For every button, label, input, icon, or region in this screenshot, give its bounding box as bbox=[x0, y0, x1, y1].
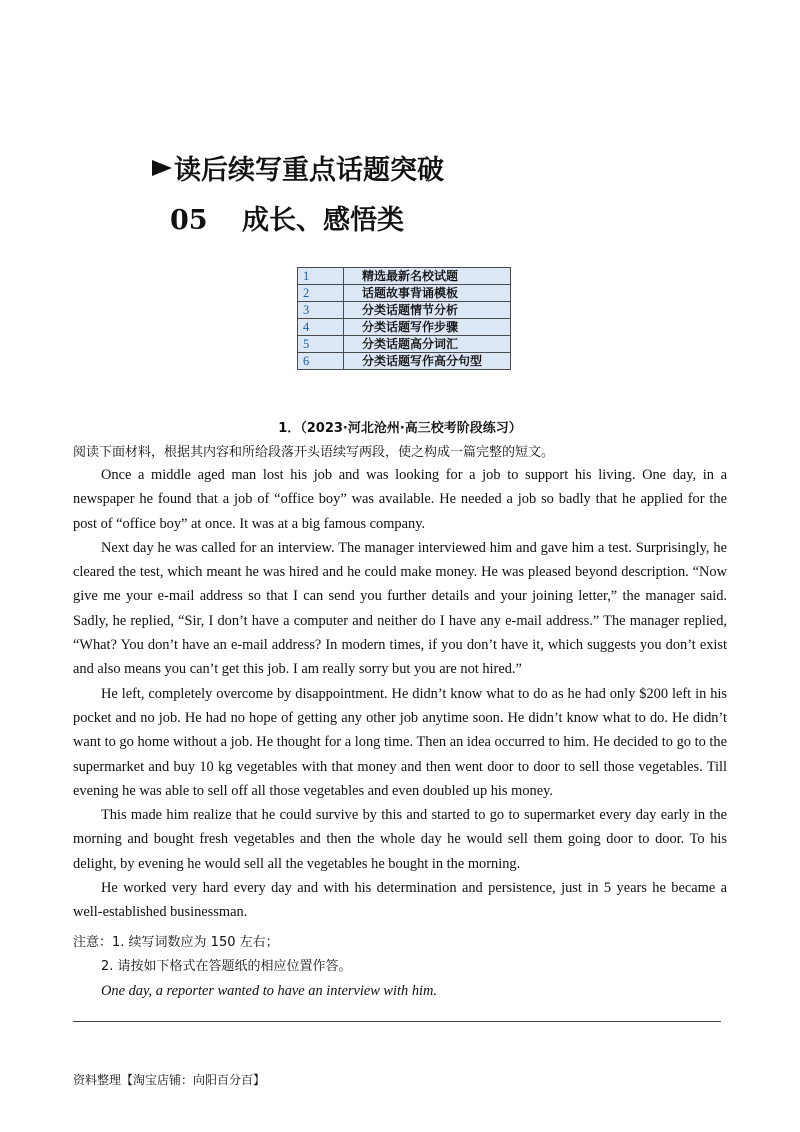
note-item-1: 1. 续写词数应为 150 左右； bbox=[112, 935, 279, 950]
main-heading-text: 读后续写重点话题突破 bbox=[174, 155, 444, 186]
sub-heading bbox=[170, 198, 404, 237]
contents-row bbox=[298, 319, 511, 336]
contents-number: 2 bbox=[298, 285, 344, 302]
contents-row bbox=[298, 302, 511, 319]
story-paragraph: Once a middle aged man lost his job and was looking for a job to support his living. One day, in a newspaper he found that a job of “office boy” was available. He needed a job so badly that he applied for the post of “office boy” at once. It was at a big famous company. bbox=[73, 467, 727, 532]
story-paragraph: Next day he was called for an interview. The manager interviewed him and gave him a test. Surprisingly, he cleared the test, which meant he was hired and he could make money. He was pleased beyond description. “Now give me your e-mail address so that I can send you further details and your joining letter,” the manager said. Sadly, he replied, “Sir, I don’t have a computer and neither do I have any e-mail address.” The manager replied, “What? You don’t have an e-mail address? In modern times, if you don’t have it, which suggests you don’t exist and also means you can’t get this job. I am really sorry but you are not hired.” bbox=[73, 539, 727, 678]
story-paragraph: He worked very hard every day and with his determination and persistence, just in 5 years he became a well-established businessman. bbox=[73, 880, 727, 921]
story-paragraph: He left, completely overcome by disappointment. He didn’t know what to do as he had only $200 left in his pocket and no job. He had no hope of getting any other job anytime soon. He didn’t know what to do. He didn’t want to go home without a job. He thought for a long time. Then an idea occurred to him. He decided to go to the supermarket and buy 10 kg vegetables with that money and then went door to door to sell those vegetables. Till evening he was able to sell off all those vegetables and even doubled up his money. bbox=[73, 685, 727, 799]
question-title: 1．（2023·河北沧州·高三校考阶段练习） bbox=[278, 421, 522, 436]
contents-title: 分类话题高分词汇 bbox=[344, 336, 511, 353]
answer-line bbox=[73, 1021, 721, 1022]
notes-label: 注意： bbox=[73, 935, 113, 950]
contents-row bbox=[298, 336, 511, 353]
topic-number: 05 bbox=[170, 205, 208, 236]
contents-title: 分类话题写作高分句型 bbox=[344, 353, 511, 370]
note-line-1 bbox=[73, 931, 437, 955]
contents-title: 精选最新名校试题 bbox=[344, 268, 511, 285]
story-text bbox=[73, 463, 727, 925]
notes-block bbox=[73, 931, 437, 1003]
contents-title: 分类话题写作步骤 bbox=[344, 319, 511, 336]
contents-number: 4 bbox=[298, 319, 344, 336]
question-instruction: 阅读下面材料，根据其内容和所给段落开头语续写两段，使之构成一篇完整的短文。 bbox=[73, 445, 555, 460]
contents-table bbox=[297, 267, 511, 370]
triangle-bullet-icon bbox=[152, 160, 172, 176]
contents-row bbox=[298, 268, 511, 285]
contents-title: 分类话题情节分析 bbox=[344, 302, 511, 319]
note-item-2: 2. 请按如下格式在答题纸的相应位置作答。 bbox=[101, 959, 352, 974]
contents-number: 5 bbox=[298, 336, 344, 353]
contents-row bbox=[298, 353, 511, 370]
footer-text: 资料整理【淘宝店铺：向阳百分百】 bbox=[73, 1073, 266, 1087]
contents-row bbox=[298, 285, 511, 302]
contents-title: 话题故事背诵模板 bbox=[344, 285, 511, 302]
continuation-prompt: One day, a reporter wanted to have an interview with him. bbox=[101, 983, 438, 999]
contents-number: 1 bbox=[298, 268, 344, 285]
main-heading bbox=[152, 148, 444, 187]
contents-number: 6 bbox=[298, 353, 344, 370]
story-paragraph: This made him realize that he could survive by this and started to go to supermarket every day early in the morning and bought fresh vegetables and then the whole day he would sell them going door to door. To his delight, by evening he would sell all the vegetables he bought in the morning. bbox=[73, 807, 727, 872]
topic-title: 成长、感悟类 bbox=[242, 205, 404, 236]
contents-number: 3 bbox=[298, 302, 344, 319]
